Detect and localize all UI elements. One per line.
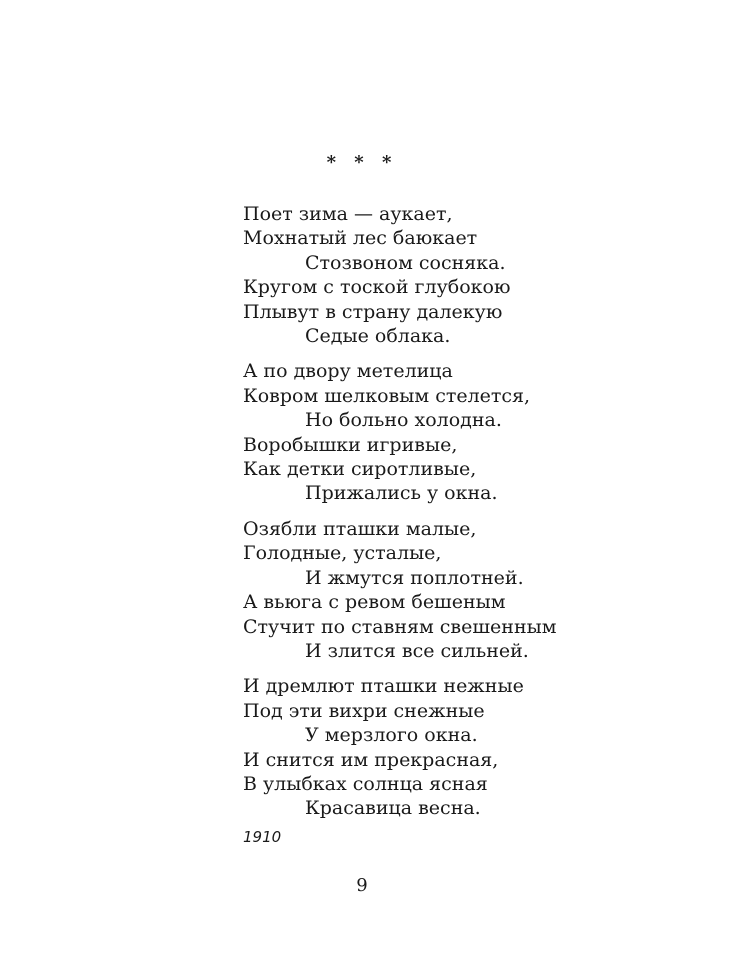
poem-line: И жмутся поплотней. — [305, 566, 524, 589]
poem-date: 1910 — [243, 828, 282, 846]
poem-line: Стучит по ставням свешенным — [243, 615, 557, 638]
stanza-2 — [243, 359, 703, 505]
poem-line: Озябли пташки малые, — [243, 517, 477, 540]
poem-line: Стозвоном сосняка. — [305, 251, 506, 274]
stanza-1 — [243, 202, 703, 348]
poem-line: И злится все сильней. — [305, 639, 529, 662]
poem-line: А вьюга с ревом бешеным — [243, 591, 506, 614]
poem-line: Плывут в страну далекую — [243, 300, 503, 323]
poem-line: И снится им прекрасная, — [243, 748, 499, 771]
poem-line: Голодные, усталые, — [243, 542, 442, 565]
section-ornament: * * * — [326, 152, 398, 173]
poem-line: Но больно холодна. — [305, 409, 502, 432]
stanza-3 — [243, 517, 703, 663]
poem-line: Прижались у окна. — [305, 482, 498, 505]
stanza-4 — [243, 674, 703, 820]
poem-line: А по двору метелица — [243, 360, 453, 383]
poem-line: Как детки сиротливые, — [243, 458, 477, 481]
page-number: 9 — [356, 875, 368, 896]
poem — [243, 202, 703, 832]
poem-line: Ковром шелковым стелется, — [243, 384, 531, 407]
poem-line: В улыбках солнца ясная — [243, 772, 488, 795]
poem-line: Под эти вихри снежные — [243, 699, 485, 722]
poem-line: Кругом с тоской глубокою — [243, 276, 511, 299]
poem-line: Седые облака. — [305, 325, 451, 348]
poem-line: У мерзлого окна. — [305, 724, 478, 747]
poem-line: Воробышки игривые, — [243, 433, 458, 456]
poem-line: Мохнатый лес баюкает — [243, 227, 478, 250]
poem-line: Красавица весна. — [305, 797, 481, 820]
poem-line: И дремлют пташки нежные — [243, 675, 524, 698]
poem-line: Поет зима — аукает, — [243, 203, 453, 225]
